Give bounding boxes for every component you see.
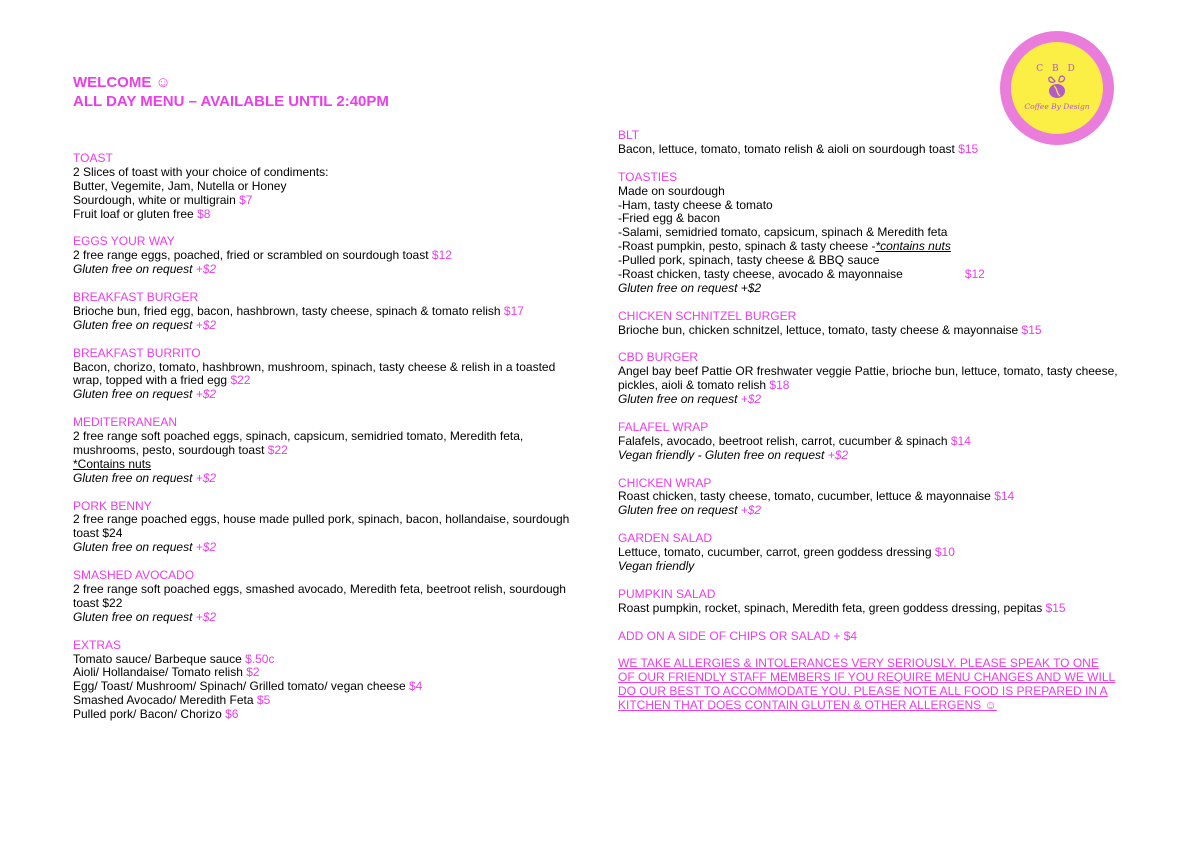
price: $18 <box>769 378 790 393</box>
list-item <box>73 653 583 667</box>
menu-line: -Fried egg & bacon <box>618 211 721 226</box>
menu-line: -Pulled pork, spinach, tasty cheese & BBQ sauce <box>618 253 880 268</box>
gluten-note <box>618 393 1138 407</box>
pork-benny-section <box>73 500 583 556</box>
item-text: Roast pumpkin, rocket, spinach, Meredith feta, green goddess dressing, pepitas <box>618 600 1046 615</box>
menu-line: 2 free range soft poached eggs, spinach, capsicum, semidried tomato, Meredith feta, <box>73 429 524 444</box>
schnitzel-section <box>618 310 1138 338</box>
menu-line <box>618 324 1138 338</box>
item-text: wrap, topped with a fried egg <box>73 373 231 388</box>
mediterranean-section <box>73 416 583 486</box>
section-title: PORK BENNY <box>73 498 152 513</box>
price: $15 <box>958 141 979 156</box>
section-title: CHICKEN SCHNITZEL BURGER <box>618 308 797 323</box>
toasties-section <box>618 171 1138 296</box>
gluten-note <box>73 388 583 402</box>
price: $14 <box>994 489 1015 504</box>
garden-salad-section <box>618 532 1138 574</box>
pumpkin-salad-section <box>618 588 1138 616</box>
section-title: BREAKFAST BURRITO <box>73 345 201 360</box>
note-text: Gluten free on request <box>73 262 196 277</box>
list-item <box>73 666 583 680</box>
vegan-note: Vegan friendly <box>618 559 695 573</box>
section-title: SMASHED AVOCADO <box>73 568 195 583</box>
item-text: -Roast chicken, tasty cheese, avocado & mayonnaise <box>618 267 903 282</box>
list-item <box>73 694 583 708</box>
gluten-note <box>73 541 583 555</box>
gluten-note <box>73 611 583 625</box>
price: $15 <box>1021 322 1042 337</box>
item-text: 2 free range eggs, poached, fried or scrambled on sourdough toast <box>73 248 432 263</box>
logo-initials: C B D <box>1036 64 1078 74</box>
item-text: Tomato sauce/ Barbeque sauce <box>73 651 246 666</box>
section-title: PUMPKIN SALAD <box>618 586 716 601</box>
toast-section <box>73 152 583 222</box>
menu-line <box>618 602 1138 616</box>
item-text: Roast chicken, tasty cheese, tomato, cucumber, lettuce & mayonnaise <box>618 489 995 504</box>
price: $17 <box>503 303 524 318</box>
left-column <box>73 152 583 736</box>
note-text: Gluten free on request <box>73 317 196 332</box>
section-title: CHICKEN WRAP <box>618 475 712 490</box>
price: +$2 <box>195 470 217 485</box>
gluten-note <box>73 319 583 333</box>
item-text: Fruit loaf or gluten free <box>73 206 198 221</box>
allergy-notice <box>618 657 1138 713</box>
item-text: Falafels, avocado, beetroot relish, carrot, cucumber & spinach <box>618 433 951 448</box>
item-text: Lettuce, tomato, cucumber, carrot, green goddess dressing <box>618 545 935 560</box>
menu-line <box>73 194 583 208</box>
price: $5 <box>256 693 271 708</box>
menu-line <box>618 268 1138 282</box>
welcome-heading: WELCOME ☺ <box>73 74 171 91</box>
price: +$2 <box>195 262 217 277</box>
list-item <box>73 708 583 722</box>
gluten-note: Gluten free on request +$2 <box>618 280 762 295</box>
menu-line: toast $24 <box>73 526 123 541</box>
item-text: Bacon, lettuce, tomato, tomato relish & aioli on sourdough toast <box>618 141 959 156</box>
item-text: mushrooms, pesto, sourdough toast <box>73 442 268 457</box>
note-text: Gluten free on request <box>73 540 196 555</box>
price: $7 <box>239 192 253 207</box>
price: +$2 <box>740 392 762 407</box>
price: +$2 <box>195 609 217 624</box>
section-title: BLT <box>618 128 640 142</box>
eggs-section <box>73 235 583 277</box>
section-title: TOASTIES <box>618 169 678 184</box>
menu-line: Made on sourdough <box>618 183 725 198</box>
section-title: FALAFEL WRAP <box>618 419 709 434</box>
addon-note: ADD ON A SIDE OF CHIPS OR SALAD + $4 <box>618 628 858 643</box>
item-text: Brioche bun, chicken schnitzel, lettuce, tomato, tasty cheese & mayonnaise <box>618 322 1022 337</box>
burrito-section <box>73 347 583 403</box>
menu-line: -Salami, semidried tomato, capsicum, spinach & Meredith feta <box>618 225 948 240</box>
logo-name: Coffee By Design <box>1024 102 1090 111</box>
price: $12 <box>431 248 452 263</box>
list-item <box>73 680 583 694</box>
price: $14 <box>950 433 971 448</box>
smashed-avocado-section <box>73 569 583 625</box>
falafel-section <box>618 421 1138 463</box>
nuts-note: *contains nuts <box>875 239 951 254</box>
cbd-logo <box>1000 31 1114 145</box>
menu-line <box>73 208 583 222</box>
section-title: EGGS YOUR WAY <box>73 234 175 249</box>
price: $8 <box>197 206 211 221</box>
menu-line <box>73 249 583 263</box>
chicken-wrap-section <box>618 477 1138 519</box>
price: $22 <box>267 442 288 457</box>
notice-line: OF OUR FRIENDLY STAFF MEMBERS IF YOU REQUIRE MENU CHANGES AND WE WILL <box>618 670 1116 685</box>
menu-line <box>618 240 1138 254</box>
menu-line: -Ham, tasty cheese & tomato <box>618 197 773 212</box>
item-text: Aioli/ Hollandaise/ Tomato relish <box>73 665 247 680</box>
item-text: Smashed Avocado/ Meredith Feta <box>73 693 257 708</box>
vegan-note <box>618 449 1138 463</box>
note-text: Gluten free on request <box>618 503 741 518</box>
section-title: MEDITERRANEAN <box>73 415 178 430</box>
price: +$2 <box>195 317 217 332</box>
section-title: TOAST <box>73 151 113 165</box>
price: $4 <box>408 679 423 694</box>
extras-section <box>73 639 583 722</box>
right-column <box>618 129 1138 713</box>
price: +$2 <box>740 503 762 518</box>
note-text: Gluten free on request <box>73 470 196 485</box>
item-text: -Roast pumpkin, pesto, spinach & tasty cheese - <box>618 239 876 254</box>
notice-line: DO OUR BEST TO ACCOMMODATE YOU. PLEASE NOTE ALL FOOD IS PREPARED IN A <box>618 684 1108 699</box>
item-text: Egg/ Toast/ Mushroom/ Spinach/ Grilled tomato/ vegan cheese <box>73 679 409 694</box>
section-title: GARDEN SALAD <box>618 531 713 546</box>
gluten-note <box>618 504 1138 518</box>
item-text: Sourdough, white or multigrain <box>73 192 240 207</box>
nuts-note: *Contains nuts <box>73 456 152 471</box>
menu-line: 2 free range poached eggs, house made pulled pork, spinach, bacon, hollandaise, sourdough <box>73 512 570 527</box>
menu-line <box>618 490 1138 504</box>
price: +$2 <box>827 447 849 462</box>
blt-section <box>618 129 1138 157</box>
menu-header <box>73 73 389 111</box>
price: $10 <box>934 545 955 560</box>
menu-line <box>73 374 583 388</box>
price: $12 <box>964 267 985 282</box>
note-text: Vegan friendly - Gluten free on request <box>618 447 828 462</box>
section-title: EXTRAS <box>73 637 122 652</box>
menu-line: Angel bay beef Pattie OR freshwater veggie Pattie, brioche bun, lettuce, tomato, tasty cheese, <box>618 364 1118 379</box>
menu-line: Bacon, chorizo, tomato, hashbrown, mushroom, spinach, tasty cheese & relish in a toasted <box>73 359 556 374</box>
price: $22 <box>230 373 251 388</box>
menu-line: 2 Slices of toast with your choice of condiments: <box>73 164 329 179</box>
notice-line: KITCHEN THAT DOES CONTAIN GLUTEN & OTHER ALLERGENS ☺ <box>618 698 997 713</box>
price: $2 <box>246 665 260 680</box>
item-text: Brioche bun, fried egg, bacon, hashbrown, tasty cheese, spinach & tomato relish <box>73 303 504 318</box>
item-text: pickles, aioli & tomato relish <box>618 378 770 393</box>
note-text: Gluten free on request <box>73 609 196 624</box>
menu-line: toast $22 <box>73 595 123 610</box>
price: $6 <box>225 707 239 722</box>
menu-line <box>73 305 583 319</box>
item-text: Pulled pork/ Bacon/ Chorizo <box>73 707 226 722</box>
gluten-note <box>73 263 583 277</box>
menu-line <box>618 435 1138 449</box>
note-text: Gluten free on request <box>73 387 196 402</box>
price: +$2 <box>195 387 217 402</box>
menu-line <box>618 546 1138 560</box>
cbd-burger-section <box>618 351 1138 407</box>
section-title: CBD BURGER <box>618 350 699 365</box>
coffee-bean-icon <box>1045 75 1069 101</box>
gluten-note <box>73 472 583 486</box>
price: $.50c <box>245 651 275 666</box>
menu-line: Butter, Vegemite, Jam, Nutella or Honey <box>73 178 287 193</box>
notice-line: WE TAKE ALLERGIES & INTOLERANCES VERY SERIOUSLY. PLEASE SPEAK TO ONE <box>618 656 1099 671</box>
breakfast-burger-section <box>73 291 583 333</box>
menu-line <box>73 444 583 458</box>
menu-line: 2 free range soft poached eggs, smashed avocado, Meredith feta, beetroot relish, sourdough <box>73 582 566 596</box>
price: $15 <box>1045 600 1066 615</box>
menu-subtitle: ALL DAY MENU – AVAILABLE UNTIL 2:40PM <box>73 93 389 110</box>
note-text: Gluten free on request <box>618 392 741 407</box>
logo-disc <box>1011 42 1103 134</box>
menu-line <box>618 379 1138 393</box>
menu-line <box>618 143 1138 157</box>
price: +$2 <box>195 540 217 555</box>
section-title: BREAKFAST BURGER <box>73 290 199 305</box>
